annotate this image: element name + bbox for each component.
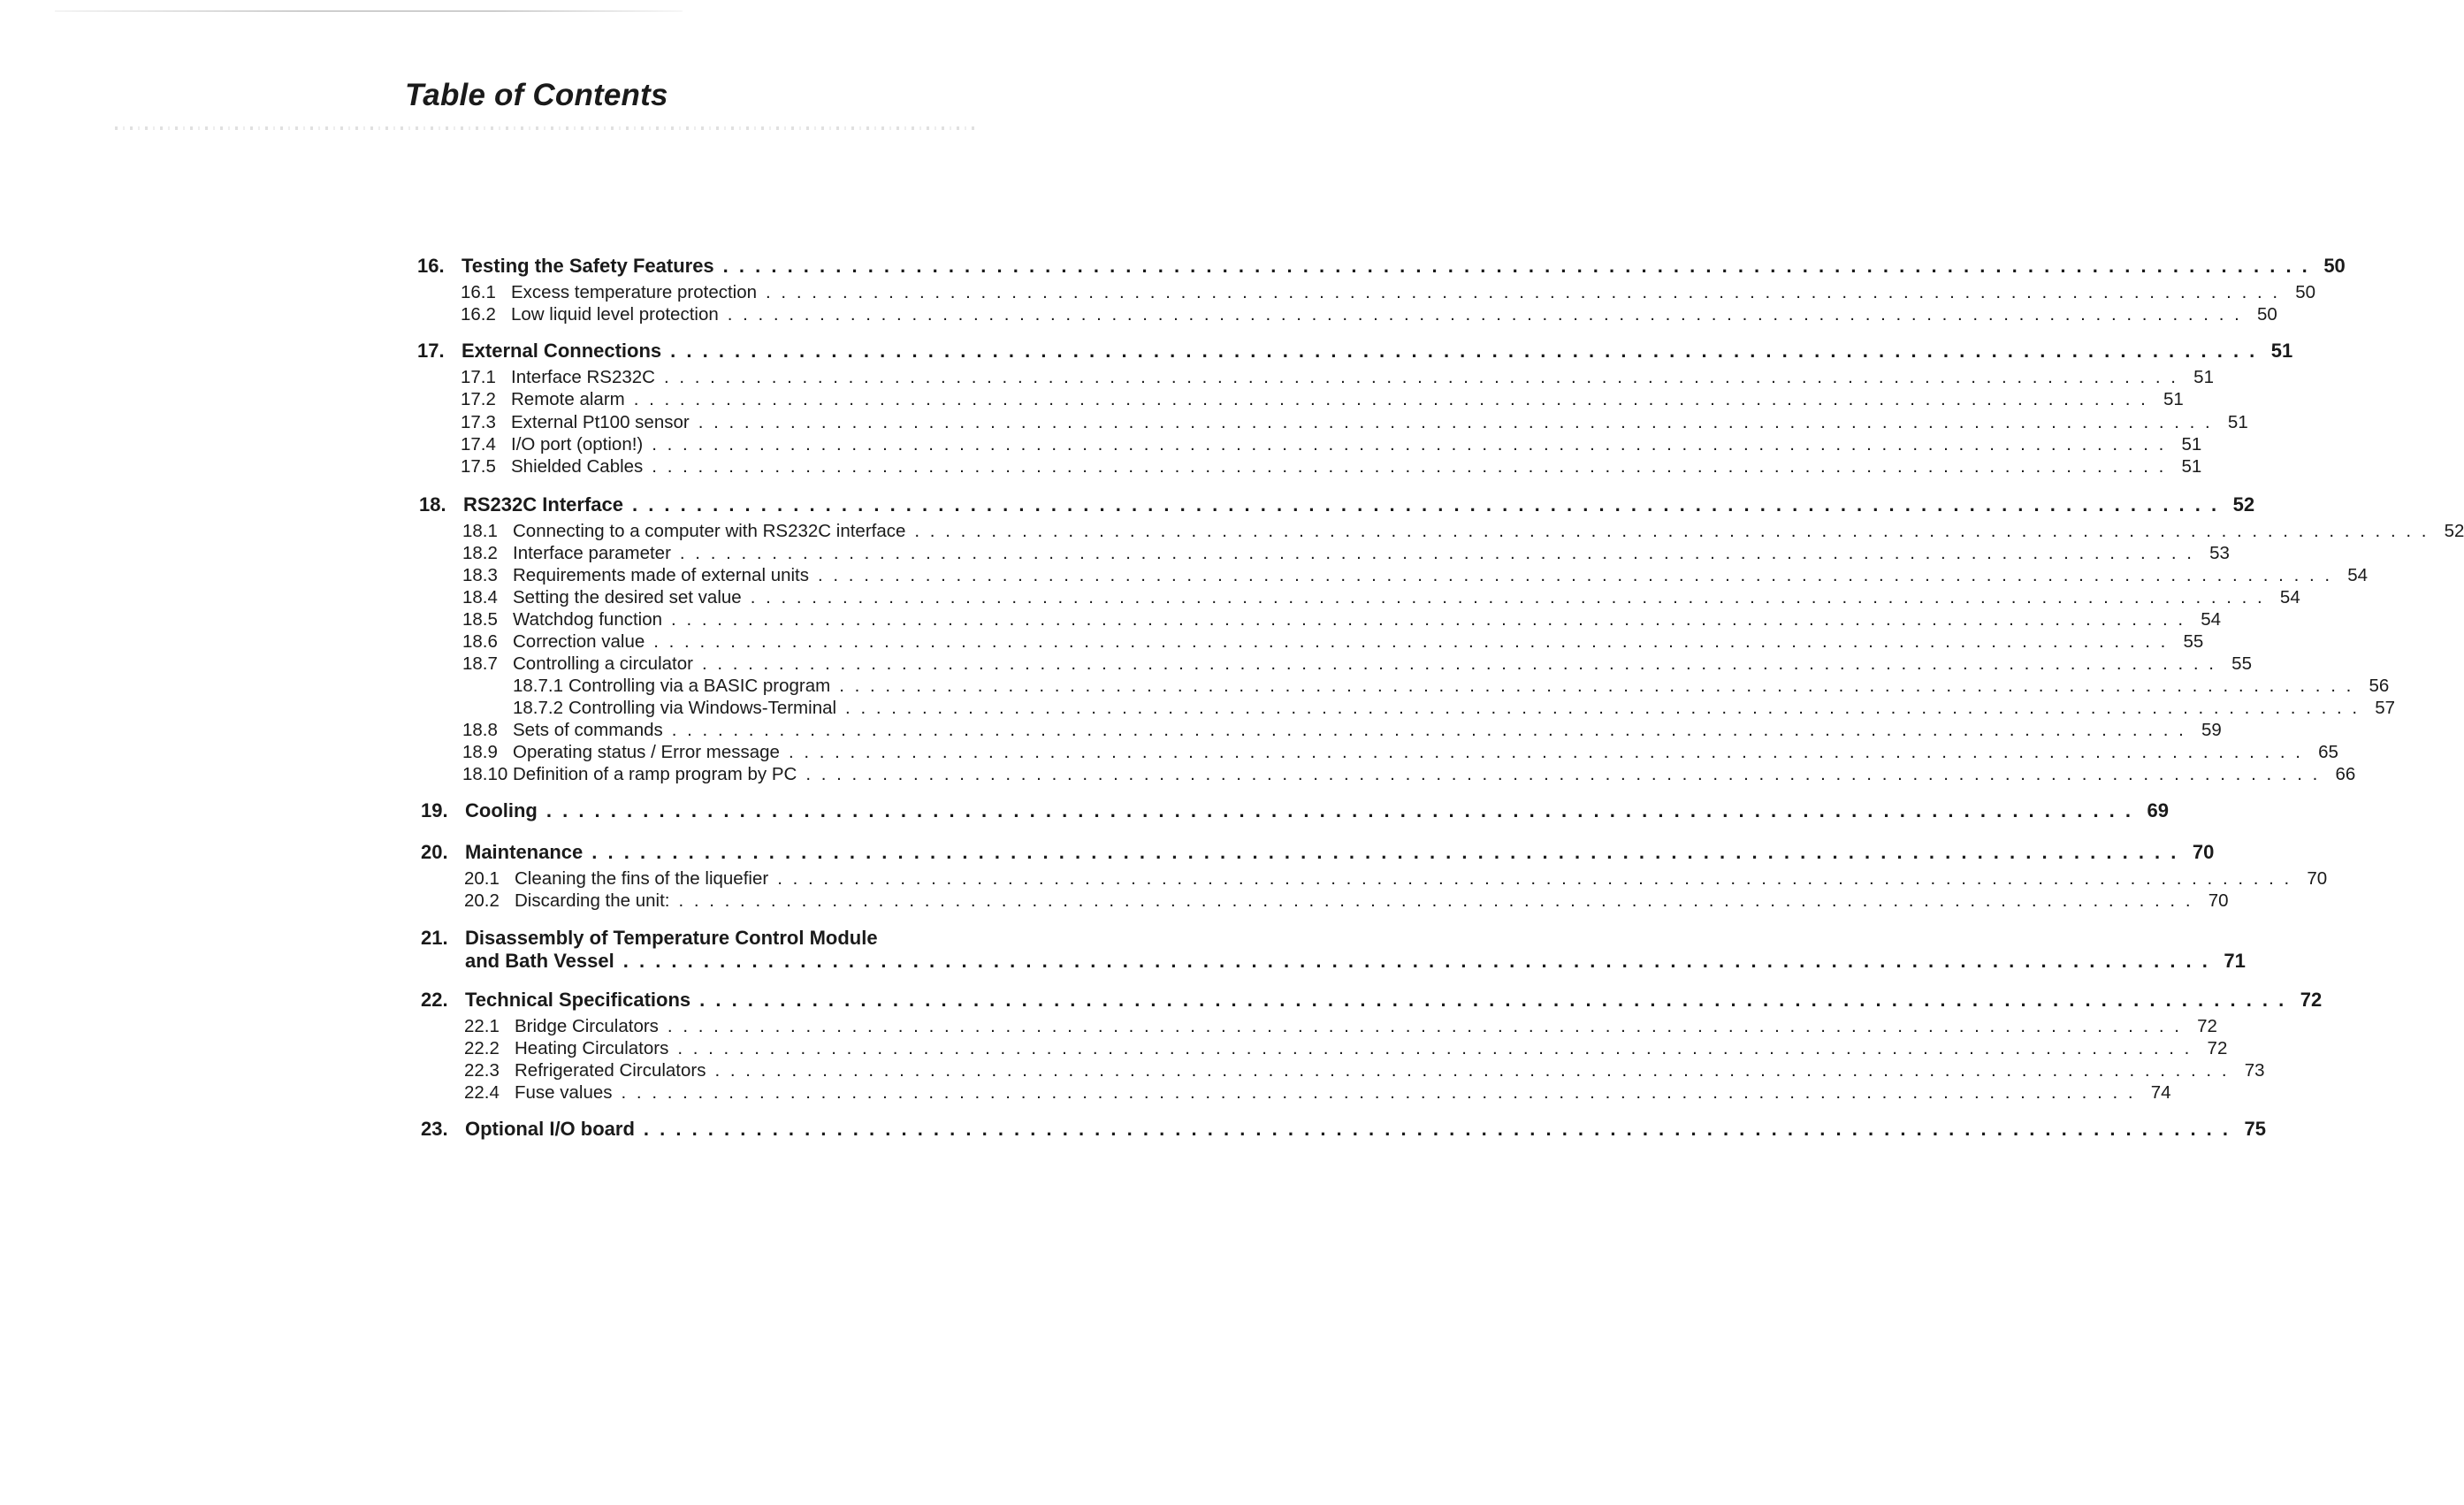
scan-artifact xyxy=(115,126,977,130)
toc-number: 22.4 xyxy=(464,1082,500,1103)
toc-page-number: 54 xyxy=(2279,587,2300,607)
toc-title: Shielded Cables xyxy=(511,456,644,477)
toc-number: 18. xyxy=(419,493,446,516)
dot-leader xyxy=(634,389,2148,410)
toc-entry[interactable] xyxy=(419,631,2204,653)
toc-number: 21. xyxy=(421,927,448,949)
toc-entry[interactable] xyxy=(417,412,2248,433)
toc-entry[interactable] xyxy=(417,389,2184,410)
toc-number: 18.2 xyxy=(462,543,498,563)
toc-title: Fuse values xyxy=(515,1082,613,1103)
toc-entry[interactable] xyxy=(419,742,2338,763)
toc-title: Cleaning the fins of the liquefier xyxy=(515,868,769,889)
toc-entry[interactable] xyxy=(421,1060,2265,1081)
toc-page-number: 51 xyxy=(2270,340,2293,362)
dot-leader xyxy=(698,412,2213,433)
toc-number: 18.10 xyxy=(462,764,508,784)
toc-chapter[interactable] xyxy=(421,799,2169,822)
toc-title: Interface RS232C xyxy=(511,367,655,387)
toc-title: Remote alarm xyxy=(511,389,625,409)
toc-title: Discarding the unit: xyxy=(515,890,670,911)
toc-page-number: 65 xyxy=(2318,742,2338,762)
toc-title: Maintenance xyxy=(465,841,584,863)
toc-title: Interface parameter xyxy=(513,543,671,563)
toc-entry[interactable] xyxy=(419,676,2390,697)
dot-leader xyxy=(751,587,2265,608)
toc-title: RS232C Interface xyxy=(463,493,623,516)
dot-leader xyxy=(839,676,2353,697)
toc-page-number: 51 xyxy=(2181,434,2202,455)
toc-chapter[interactable] xyxy=(417,255,2346,278)
toc-entry[interactable] xyxy=(419,720,2222,741)
toc-page-number: 54 xyxy=(2201,609,2222,630)
toc-page-number: 72 xyxy=(2300,989,2323,1011)
toc-title: Connecting to a computer with RS232C interface xyxy=(513,521,906,541)
toc-number: 23. xyxy=(421,1118,448,1140)
dot-leader xyxy=(677,1038,2192,1059)
toc-page-number: 56 xyxy=(2369,676,2390,696)
toc-title: Cooling xyxy=(465,799,538,821)
toc-number: 18.3 xyxy=(462,565,498,585)
toc-entry[interactable] xyxy=(417,282,2316,303)
toc-entry[interactable] xyxy=(419,565,2369,586)
toc-title: Disassembly of Temperature Control Module xyxy=(465,927,878,949)
dot-leader xyxy=(766,282,2280,303)
toc-number: 20.1 xyxy=(464,868,500,889)
toc-title: External Connections xyxy=(462,340,662,362)
toc-title: and Bath Vessel xyxy=(465,950,614,972)
toc-entry[interactable] xyxy=(421,868,2328,890)
toc-number: 17.2 xyxy=(461,389,496,409)
toc-chapter[interactable] xyxy=(421,989,2323,1012)
toc-number: 18.9 xyxy=(462,742,498,762)
toc-title: I/O port (option!) xyxy=(511,434,644,455)
dot-leader xyxy=(670,340,2257,363)
dot-leader xyxy=(680,543,2194,564)
toc-entry[interactable] xyxy=(417,367,2214,388)
toc-page-number: 72 xyxy=(2207,1038,2228,1058)
toc-number: 20. xyxy=(421,841,448,863)
toc-page-number: 55 xyxy=(2183,631,2204,652)
toc-page-number: 51 xyxy=(2193,367,2214,387)
toc-number: 19. xyxy=(421,799,448,821)
toc-title: Excess temperature protection xyxy=(511,282,758,302)
toc-title: Controlling via Windows-Terminal xyxy=(568,698,837,718)
toc-entry[interactable] xyxy=(417,304,2277,325)
toc-entry[interactable] xyxy=(419,587,2300,608)
toc-entry[interactable] xyxy=(419,543,2230,564)
toc-number: 22.1 xyxy=(464,1016,500,1036)
toc-number: 17.5 xyxy=(461,456,496,477)
dot-leader xyxy=(644,1118,2231,1141)
toc-page-number: 50 xyxy=(2256,304,2277,325)
toc-page-number: 73 xyxy=(2244,1060,2265,1081)
toc-title: Controlling via a BASIC program xyxy=(568,676,831,696)
toc-title: Sets of commands xyxy=(513,720,663,740)
toc-number: 18.4 xyxy=(462,587,498,607)
dot-leader xyxy=(699,989,2286,1012)
toc-page-number: 57 xyxy=(2375,698,2396,718)
toc-title: Technical Specifications xyxy=(465,989,691,1011)
dot-leader xyxy=(702,653,2216,675)
toc-page-number: 50 xyxy=(2295,282,2316,302)
dot-leader xyxy=(818,565,2332,586)
toc-entry[interactable] xyxy=(419,764,2356,785)
toc-number: 22. xyxy=(421,989,448,1011)
dot-leader xyxy=(653,631,2168,653)
toc-entry[interactable] xyxy=(417,434,2202,455)
toc-entry[interactable] xyxy=(421,1016,2217,1037)
toc-page-number: 51 xyxy=(2227,412,2248,432)
toc-entry[interactable] xyxy=(419,698,2396,719)
toc-chapter[interactable] xyxy=(417,340,2293,363)
toc-page-number: 50 xyxy=(2323,255,2346,277)
toc-title: Controlling a circulator xyxy=(513,653,693,674)
toc-chapter[interactable] xyxy=(421,841,2215,864)
dot-leader xyxy=(632,493,2219,516)
toc-page-number: 72 xyxy=(2197,1016,2217,1036)
dot-leader xyxy=(622,1082,2136,1104)
toc-page-number: 55 xyxy=(2231,653,2252,674)
toc-title: Bridge Circulators xyxy=(515,1016,659,1036)
toc-entry[interactable] xyxy=(419,609,2222,630)
dot-leader xyxy=(714,1060,2229,1081)
toc-title: Setting the desired set value xyxy=(513,587,742,607)
toc-title: Low liquid level protection xyxy=(511,304,719,325)
toc-page-number: 70 xyxy=(2307,868,2328,889)
dot-leader xyxy=(652,456,2166,477)
toc-chapter[interactable] xyxy=(421,927,2246,973)
toc-page-number: 52 xyxy=(2444,521,2464,541)
toc-page-number: 51 xyxy=(2163,389,2184,409)
dot-leader xyxy=(671,609,2186,630)
toc-page-number: 59 xyxy=(2201,720,2222,740)
toc-number: 17.3 xyxy=(461,412,496,432)
page-title: Table of Contents xyxy=(405,78,668,112)
toc-number: 16.1 xyxy=(461,282,496,302)
toc-number: 16.2 xyxy=(461,304,496,325)
dot-leader xyxy=(667,1016,2182,1037)
toc-page-number: 53 xyxy=(2209,543,2230,563)
toc-title: Refrigerated Circulators xyxy=(515,1060,706,1081)
toc-page-number: 75 xyxy=(2244,1118,2267,1140)
dot-leader xyxy=(723,255,2310,278)
toc-title: Correction value xyxy=(513,631,645,652)
toc-page-number: 70 xyxy=(2192,841,2215,863)
toc-page-number: 74 xyxy=(2150,1082,2171,1103)
toc-chapter[interactable] xyxy=(421,1118,2267,1141)
toc-title: Optional I/O board xyxy=(465,1118,635,1140)
toc-title: External Pt100 sensor xyxy=(511,412,690,432)
toc-entry[interactable] xyxy=(419,521,2464,542)
dot-leader xyxy=(728,304,2242,325)
toc-page-number: 70 xyxy=(2208,890,2229,911)
toc-title: Operating status / Error message xyxy=(513,742,780,762)
toc-page-number: 69 xyxy=(2147,799,2169,821)
toc-chapter[interactable] xyxy=(419,493,2255,516)
dot-leader xyxy=(678,890,2193,912)
dot-leader xyxy=(546,799,2133,822)
toc-title: Heating Circulators xyxy=(515,1038,669,1058)
toc-page-number: 66 xyxy=(2335,764,2356,784)
dot-leader xyxy=(652,434,2166,455)
toc-page-number: 71 xyxy=(2224,950,2246,972)
toc-number: 18.8 xyxy=(462,720,498,740)
toc-number: 18.7 xyxy=(462,653,498,674)
dot-leader xyxy=(805,764,2320,785)
toc-number: 18.7.2 xyxy=(513,698,563,718)
toc-title: Watchdog function xyxy=(513,609,663,630)
toc-entry[interactable] xyxy=(417,456,2202,477)
toc-number: 17. xyxy=(417,340,445,362)
toc-page-number: 51 xyxy=(2181,456,2202,477)
toc-number: 20.2 xyxy=(464,890,500,911)
toc-page-number: 54 xyxy=(2347,565,2369,585)
dot-leader xyxy=(623,950,2210,973)
toc-entry[interactable] xyxy=(419,653,2252,675)
toc-number: 17.4 xyxy=(461,434,496,455)
dot-leader xyxy=(664,367,2178,388)
toc-entry[interactable] xyxy=(421,890,2229,912)
toc-number: 16. xyxy=(417,255,445,277)
toc-number: 22.3 xyxy=(464,1060,500,1081)
toc-number: 18.1 xyxy=(462,521,498,541)
toc-page-number: 52 xyxy=(2232,493,2255,516)
dot-leader xyxy=(672,720,2186,741)
toc-entry[interactable] xyxy=(421,1082,2171,1104)
toc-number: 18.5 xyxy=(462,609,498,630)
dot-leader xyxy=(777,868,2292,890)
toc-number: 17.1 xyxy=(461,367,496,387)
dot-leader xyxy=(914,521,2429,542)
toc-title: Definition of a ramp program by PC xyxy=(513,764,797,784)
toc-number: 22.2 xyxy=(464,1038,500,1058)
dot-leader xyxy=(591,841,2178,864)
toc-entry[interactable] xyxy=(421,1038,2228,1059)
toc-number: 18.6 xyxy=(462,631,498,652)
toc-title: Requirements made of external units xyxy=(513,565,810,585)
dot-leader xyxy=(789,742,2303,763)
toc-number: 18.7.1 xyxy=(513,676,563,696)
toc-title: Testing the Safety Features xyxy=(462,255,714,277)
dot-leader xyxy=(845,698,2360,719)
